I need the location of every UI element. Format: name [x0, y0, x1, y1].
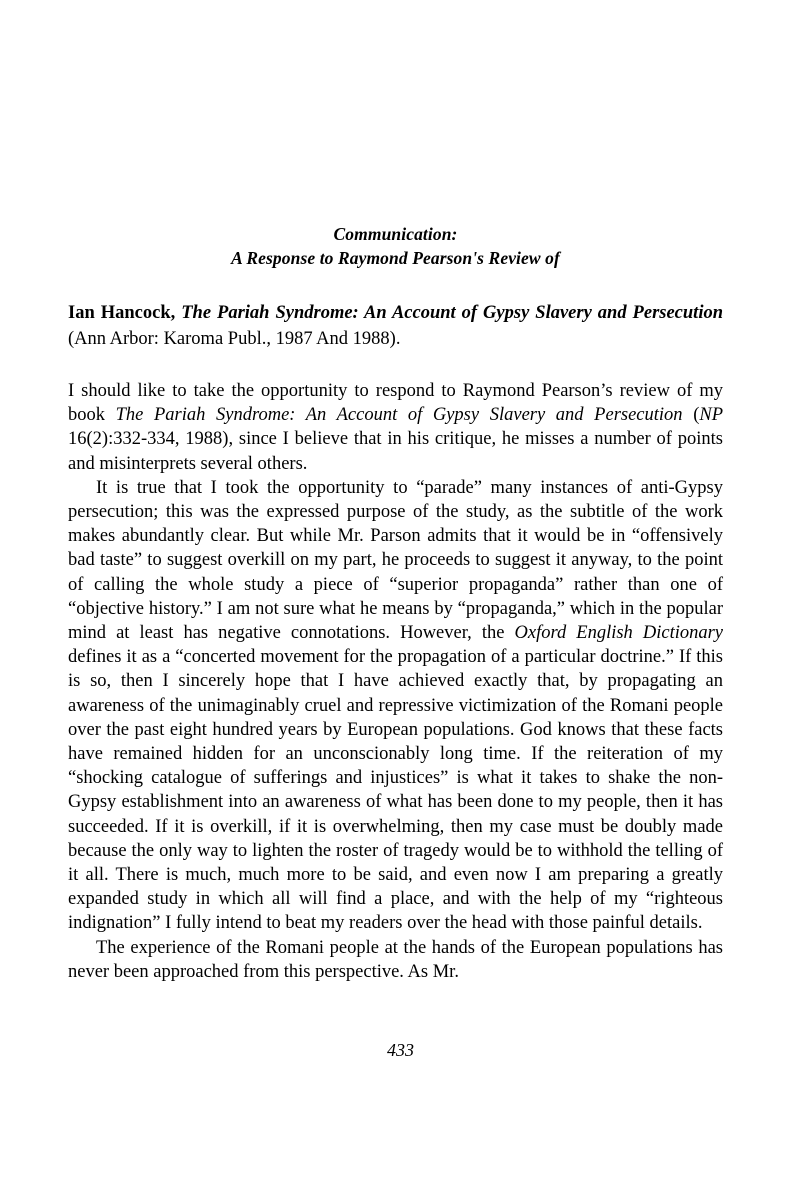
- title-line-secondary: A Response to Raymond Pearson's Review of: [231, 248, 560, 268]
- book-title: The Pariah Syndrome: An Account of Gypsy Slavery and Persecution: [181, 303, 723, 323]
- paragraph-2-segment-2: defines it as a “concerted movement for the propagation of a particular doctrine.” If this is so, then I sincerely hope that I have achieved exactly that, by propagating an awareness of the unimaginably cruel and repressive victimization of the Romani people over the past eight hundred years by European populations. God knows that these facts have remained hidden for an unconscionably long time. If the reiteration of my “shocking catalogue of sufferings and injustices” is what it takes to shake the non-Gypsy establishment into an awareness of what has been done to my people, then it has succeeded. If it is overkill, if it is overwhelming, then my case must be doubly made because the only way to lighten the roster of tragedy would be to withhold the telling of it all. There is much, much more to be said, and even now I am preparing a greatly expanded study in which all will find a place, and with the help of my “righteous indignation” I fully intend to beat my readers over the head with those painful details.: [68, 647, 723, 934]
- title-line-primary: Communication:: [333, 224, 458, 244]
- paragraph-1-segment-3: 16(2):332-334, 1988), since I believe that in his critique, he misses a number of points and misinterprets several others.: [68, 429, 723, 474]
- page-number: 433: [387, 1040, 414, 1060]
- page-content: [68, 222, 723, 984]
- paragraph-1-segment-2: (: [682, 405, 700, 426]
- paragraph-1-italic-book-title: The Pariah Syndrome: An Account of Gypsy Slavery and Persecution: [115, 405, 683, 426]
- paragraph-1-italic-journal-abbrev: NP: [699, 405, 723, 426]
- body-paragraph-3: The experience of the Romani people at the hands of the European populations has never been approached from this perspective. As Mr.: [68, 937, 723, 982]
- body-paragraph-1: [68, 379, 723, 476]
- paragraph-2-segment-1: It is true that I took the opportunity to “parade” many instances of anti-Gypsy persecution; this was the expressed purpose of the study, as the subtitle of the work makes abundantly clear. But while Mr. Parson admits that it would be in “offensively bad taste” to suggest overkill on my part, he proceeds to suggest it anyway, to the point of calling the whole study a piece of “superior propaganda” rather than one of “objective history.” I am not sure what he means by “propaganda,” which in the popular mind at least has negative connotations. However, the: [68, 477, 723, 644]
- paragraph-1-segment-1: I should like to take the opportunity to respond to Raymond Pearson’s review of my book: [68, 381, 723, 426]
- body-paragraph-2: [68, 476, 723, 936]
- book-imprint: (Ann Arbor: Karoma Publ., 1987 And 1988).: [68, 328, 401, 349]
- book-reference-heading: [68, 301, 723, 352]
- book-author: Ian Hancock,: [68, 303, 176, 323]
- paragraph-2-italic-dictionary-title: Oxford English Dictionary: [514, 623, 724, 644]
- article-title: [68, 222, 723, 270]
